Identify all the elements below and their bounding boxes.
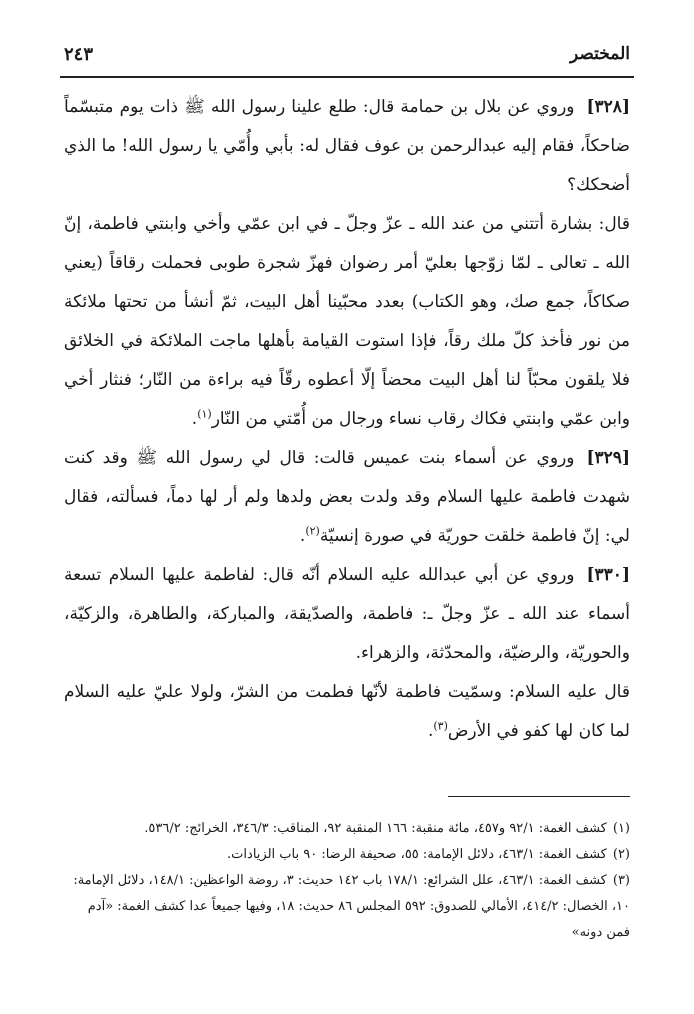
footnote-text: كشف الغمة: ٤٦٣/١، دلائل الإمامة: ٥٥، صحيفة الرضا: ٩٠ باب الزيادات. — [227, 847, 607, 862]
entry-number: [٣٣٠] — [586, 565, 630, 585]
entry-text: قال عليه السلام: وسمّيت فاطمة لأنّها فطمت من الشرّ، ولولا عليّ عليه السلام لما كان لها كفو في الأرض — [64, 682, 630, 741]
footnote-number: (٢) — [612, 847, 630, 862]
entry-330 — [64, 556, 630, 673]
main-text — [64, 88, 630, 751]
footnote-rule — [448, 796, 630, 797]
entry-number: [٣٢٩] — [586, 448, 630, 468]
entry-329: [٣٢٩]وروي عن أسماء بنت عميس قالت: قال لي رسول الله ﷺ وقد كنت شهدت فاطمة عليها السلام وقد ولدت بعض ولدها ولم أر لها دماً، فسألته، فقال لي: إنّ فاطمة خلقت حوريّة في صورة إنسيّة$^{(٢)}$. — [64, 448, 630, 546]
entry-text: وروي عن أبي عبدالله عليه السلام أنّه قال: لفاطمة عليها السلام تسعة أسماء عند الله ـ عزّ وجلّ ـ: فاطمة، والصدّيقة، والمباركة، والطاهرة، والزكيّة، والحوريّة، والرضيّة، والمحدّثة، والزهراء. — [64, 565, 630, 663]
page-number: ٢٤٣ — [64, 44, 94, 65]
footnote-text: كشف الغمة: ٤٦٣/١، علل الشرائع: ١٧٨/١ باب ١٤٢ حديث: ٣، روضة الواعظين: ١٤٨/١، دلائل الإمامة: ١٠، الخصال: ٤١٤/٢، الأمالي للصدوق: ٥٩٢ المجلس ٨٦ حديث: ١٨، وفيها جميعاً عدا كشف الغمة: «آدم فمن دونه» — [73, 873, 630, 940]
footnotes — [64, 816, 630, 946]
entry-328 — [64, 88, 630, 205]
footnote-1 — [64, 816, 630, 842]
entry-330-continuation: قال عليه السلام: وسمّيت فاطمة لأنّها فطمت من الشرّ، ولولا عليّ عليه السلام لما كان لها كفو في الأرض$^{(٣)}$. — [64, 682, 630, 741]
footnote-text: كشف الغمة: ٩٢/١ و٤٥٧، مائة منقبة: ١٦٦ المنقبة ٩٢، المناقب: ٣٤٦/٣، الخرائج: ٥٣٦/٢. — [144, 821, 607, 836]
footnote-2 — [64, 842, 630, 868]
footnote-number: (٣) — [612, 873, 630, 888]
footnote-marker: (٢) — [305, 524, 320, 538]
footnote-marker: (٣) — [433, 719, 448, 733]
footnote-marker: (١) — [197, 407, 212, 421]
page-header — [64, 40, 630, 74]
footnote-3 — [64, 868, 630, 946]
entry-text: وروي عن أسماء بنت عميس قالت: قال لي رسول الله ﷺ وقد كنت شهدت فاطمة عليها السلام وقد ولدت بعض ولدها ولم أر لها دماً، فسألته، فقال لي: إنّ فاطمة خلقت حوريّة في صورة إنسيّة — [64, 448, 630, 546]
entry-328-continuation: قال: بشارة أتتني من عند الله ـ عزّ وجلّ ـ في ابن عمّي وأخي وابنتي فاطمة، إنّ الله ـ تعالى ـ لمّا زوّجها بعليّ أمر رضوان فهزّ شجرة طوبى فحملت رقاقاً (يعني صكاكاً، جمع صك، وهو الكتاب) بعدد محبّينا أهل البيت، ثمّ أنشأ من تحتها ملائكة من نور فأخذ كلّ ملك رقاً، فإذا استوت القيامة بأهلها ماجت الملائكة في الخلائق فلا يلقون محبّاً لنا أهل البيت محضاً إلّا أعطوه رقّاً فيه براءة من النّار؛ فنثار أخي وابن عمّي وابنتي فكاك رقاب نساء ورجال من أُمّتي من النّار$^{(١)}$. — [64, 214, 630, 429]
entry-text: قال: بشارة أتتني من عند الله ـ عزّ وجلّ ـ في ابن عمّي وأخي وابنتي فاطمة، إنّ الله ـ تعالى ـ لمّا زوّجها بعليّ أمر رضوان فهزّ شجرة طوبى فحملت رقاقاً (يعني صكاكاً، جمع صك، وهو الكتاب) بعدد محبّينا أهل البيت، ثمّ أنشأ من تحتها ملائكة من نور فأخذ كلّ ملك رقاً، فإذا استوت القيامة بأهلها ماجت الملائكة في الخلائق فلا يلقون محبّاً لنا أهل البيت محضاً إلّا أعطوه رقّاً فيه براءة من النّار؛ فنثار أخي وابن عمّي وابنتي فكاك رقاب نساء ورجال من أُمّتي من النّار — [64, 214, 630, 429]
entry-number: [٣٢٨] — [586, 97, 630, 117]
header-rule — [60, 76, 634, 78]
running-title: المختصر — [570, 44, 630, 64]
entry-text: وروي عن بلال بن حمامة قال: طلع علينا رسول الله ﷺ ذات يوم متبسّماً ضاحكاً، فقام إليه عبدالرحمن بن عوف فقال له: بأبي وأُمّي يا رسول الله! ما الذي أضحكك؟ — [64, 97, 630, 195]
footnote-number: (١) — [612, 821, 630, 836]
